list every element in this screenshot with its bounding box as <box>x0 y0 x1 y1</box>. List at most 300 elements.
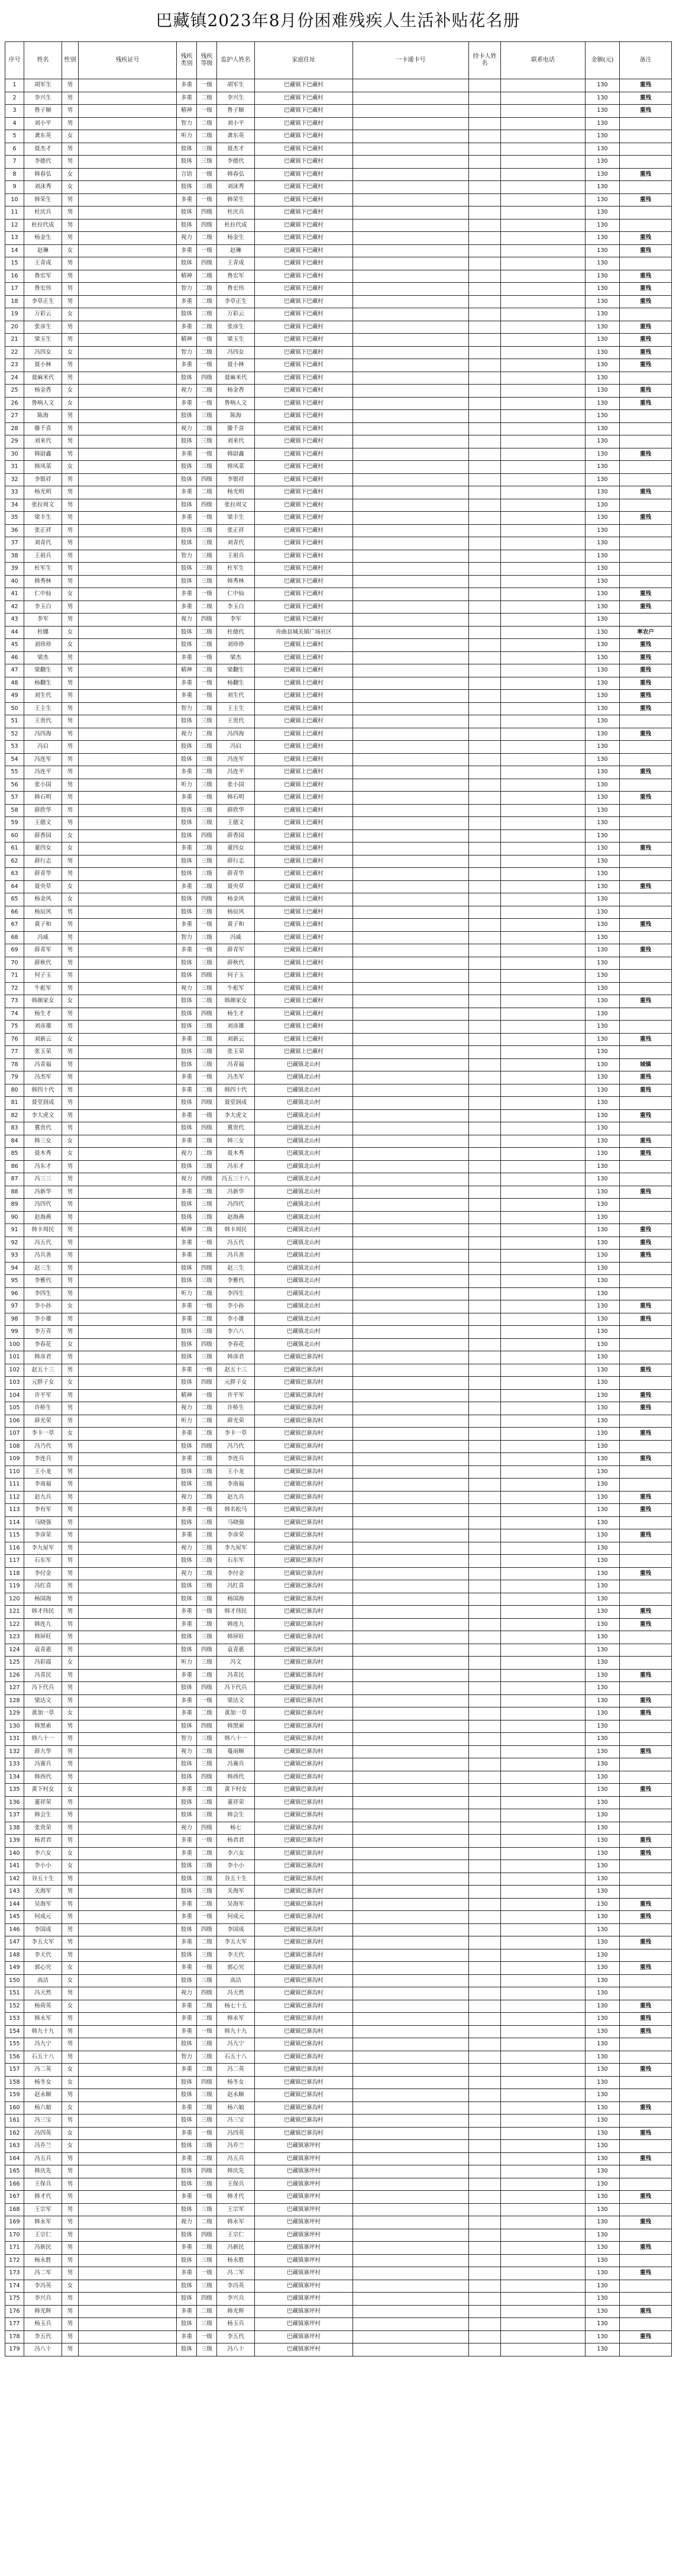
seq-cell: 35 <box>5 512 24 525</box>
seq-cell: 161 <box>5 2115 24 2128</box>
phone-cell <box>501 1338 586 1351</box>
category-cell: 多重 <box>177 1237 197 1250</box>
remark-cell: 重残 <box>620 842 672 856</box>
amount-cell: 130 <box>586 524 620 537</box>
guardian-cell: 王保兵 <box>217 2178 255 2191</box>
cert-no-cell <box>79 804 177 817</box>
amount-cell: 130 <box>586 346 620 359</box>
gender-cell: 男 <box>62 690 79 703</box>
card-holder-cell <box>469 461 501 474</box>
remark-cell <box>620 1720 672 1733</box>
card-no-cell <box>353 1987 469 2000</box>
address-cell: 巴藏镇上巴藏村 <box>255 1033 353 1046</box>
gender-cell: 男 <box>62 156 79 169</box>
seq-cell: 121 <box>5 1606 24 1619</box>
grade-cell: 二级 <box>197 295 217 308</box>
gender-cell: 男 <box>62 295 79 308</box>
grade-cell: 三级 <box>197 1160 217 1173</box>
card-no-cell <box>353 1262 469 1275</box>
seq-cell: 175 <box>5 2293 24 2306</box>
name-cell: 薛欣华 <box>24 804 62 817</box>
guardian-cell: 冯赛兵 <box>217 1758 255 1771</box>
name-cell: 高洁 <box>24 1974 62 1987</box>
amount-cell: 130 <box>586 1428 620 1441</box>
phone-cell <box>501 1479 586 1492</box>
guardian-cell: 李彦荣 <box>217 1529 255 1542</box>
card-no-cell <box>353 664 469 677</box>
cert-no-cell <box>79 1822 177 1835</box>
name-cell: 韩连九 <box>24 1618 62 1631</box>
table-row <box>5 1237 672 1250</box>
amount-cell: 130 <box>586 1377 620 1390</box>
category-cell: 精神 <box>177 1224 197 1237</box>
cert-no-cell <box>79 2280 177 2293</box>
address-cell: 巴藏镇下巴藏村 <box>255 308 353 321</box>
remark-cell <box>620 1275 672 1288</box>
table-row <box>5 1046 672 1059</box>
address-cell: 巴藏镇巴寨沟村 <box>255 1974 353 1987</box>
category-cell: 多重 <box>177 944 197 957</box>
category-cell: 智力 <box>177 283 197 296</box>
gender-cell: 男 <box>62 283 79 296</box>
grade-cell: 二级 <box>197 1287 217 1300</box>
grade-cell: 三级 <box>197 1886 217 1899</box>
phone-cell <box>501 2152 586 2165</box>
remark-cell: 重残 <box>620 792 672 805</box>
card-no-cell <box>353 804 469 817</box>
name-cell: 鲁响人文 <box>24 397 62 410</box>
amount-cell: 130 <box>586 1313 620 1326</box>
card-holder-cell <box>469 601 501 614</box>
cert-no-cell <box>79 422 177 435</box>
card-no-cell <box>353 817 469 830</box>
grade-cell: 一级 <box>197 79 217 92</box>
phone-cell <box>501 1555 586 1568</box>
gender-cell: 男 <box>62 410 79 423</box>
seq-cell: 124 <box>5 1644 24 1657</box>
gender-cell: 男 <box>62 1516 79 1529</box>
phone-cell <box>501 2102 586 2115</box>
address-cell: 巴藏镇下巴藏村 <box>255 473 353 486</box>
amount-cell: 130 <box>586 1860 620 1873</box>
amount-cell: 130 <box>586 982 620 995</box>
cert-no-cell <box>79 1949 177 1962</box>
amount-cell: 130 <box>586 1033 620 1046</box>
cert-no-cell <box>79 499 177 512</box>
phone-cell <box>501 1784 586 1797</box>
card-no-cell <box>353 792 469 805</box>
card-no-cell <box>353 1275 469 1288</box>
seq-cell: 18 <box>5 295 24 308</box>
phone-cell <box>501 1173 586 1186</box>
seq-cell: 56 <box>5 779 24 792</box>
phone-cell <box>501 1618 586 1631</box>
name-cell: 韩彦君 <box>24 1351 62 1364</box>
card-no-cell <box>353 1097 469 1110</box>
phone-cell <box>501 1707 586 1720</box>
guardian-cell: 牛彪军 <box>217 982 255 995</box>
table-row <box>5 512 672 525</box>
cert-no-cell <box>79 1377 177 1390</box>
grade-cell: 四级 <box>197 970 217 983</box>
remark-cell <box>620 435 672 448</box>
remark-cell: 重残 <box>620 168 672 181</box>
phone-cell <box>501 1326 586 1339</box>
amount-cell: 130 <box>586 1631 620 1644</box>
seq-cell: 10 <box>5 193 24 206</box>
grade-cell: 二级 <box>197 1415 217 1428</box>
table-row <box>5 2305 672 2318</box>
card-no-cell <box>353 2127 469 2140</box>
guardian-cell: 李军 <box>217 614 255 627</box>
seq-cell: 179 <box>5 2343 24 2357</box>
address-cell: 巴藏镇下巴藏村 <box>255 372 353 385</box>
table-row <box>5 1084 672 1097</box>
card-holder-cell <box>469 499 501 512</box>
category-cell: 多重 <box>177 2242 197 2255</box>
guardian-cell: 聂堂润成 <box>217 1097 255 1110</box>
grade-cell: 三级 <box>197 1555 217 1568</box>
amount-cell: 130 <box>586 372 620 385</box>
amount-cell: 130 <box>586 995 620 1008</box>
guardian-cell: 韩卡周民 <box>217 1224 255 1237</box>
grade-cell: 三级 <box>197 1275 217 1288</box>
grade-cell: 三级 <box>197 550 217 563</box>
card-holder-cell <box>469 2089 501 2102</box>
address-cell: 巴藏镇上巴藏村 <box>255 792 353 805</box>
table-row <box>5 1351 672 1364</box>
cert-no-cell <box>79 880 177 893</box>
address-cell: 巴藏镇巴寨沟村 <box>255 1745 353 1758</box>
card-holder-cell <box>469 741 501 754</box>
grade-cell: 二级 <box>197 422 217 435</box>
address-cell: 巴藏镇北山村 <box>255 1338 353 1351</box>
seq-cell: 166 <box>5 2178 24 2191</box>
category-cell: 视力 <box>177 728 197 741</box>
address-cell: 巴藏镇北山村 <box>255 1097 353 1110</box>
gender-cell: 女 <box>62 1974 79 1987</box>
cert-no-cell <box>79 1262 177 1275</box>
name-cell: 韩九十九 <box>24 2025 62 2038</box>
table-row <box>5 1326 672 1339</box>
card-holder-cell <box>469 1402 501 1415</box>
address-cell: 巴藏镇北山村 <box>255 1250 353 1263</box>
card-holder-cell <box>469 690 501 703</box>
card-no-cell <box>353 257 469 270</box>
gender-cell: 女 <box>62 1657 79 1670</box>
seq-cell: 176 <box>5 2305 24 2318</box>
category-cell: 肢体 <box>177 308 197 321</box>
name-cell: 关海军 <box>24 1886 62 1899</box>
address-cell: 巴藏镇巴寨沟村 <box>255 1606 353 1619</box>
address-cell: 巴藏镇北山村 <box>255 1071 353 1084</box>
remark-cell <box>620 410 672 423</box>
remark-cell <box>620 499 672 512</box>
address-cell: 巴藏镇巴寨沟村 <box>255 1593 353 1606</box>
gender-cell: 男 <box>62 728 79 741</box>
guardian-cell: 杜庆兵 <box>217 206 255 219</box>
gender-cell: 男 <box>62 563 79 576</box>
amount-cell: 130 <box>586 1287 620 1300</box>
grade-cell: 二级 <box>197 92 217 105</box>
remark-cell: 城镇 <box>620 1058 672 1071</box>
name-cell: 薛秋代 <box>24 957 62 970</box>
card-no-cell <box>353 588 469 601</box>
remark-cell <box>620 2038 672 2051</box>
gender-cell: 男 <box>62 2242 79 2255</box>
cert-no-cell <box>79 1097 177 1110</box>
cert-no-cell <box>79 461 177 474</box>
guardian-cell: 黄子和 <box>217 919 255 932</box>
card-holder-cell <box>469 1173 501 1186</box>
name-cell: 刘新云 <box>24 1033 62 1046</box>
category-cell: 肢体 <box>177 1796 197 1809</box>
cert-no-cell <box>79 2267 177 2280</box>
card-holder-cell <box>469 1771 501 1784</box>
name-cell: 薛青华 <box>24 868 62 881</box>
table-row <box>5 1529 672 1542</box>
seq-cell: 46 <box>5 651 24 664</box>
seq-cell: 67 <box>5 919 24 932</box>
amount-cell: 130 <box>586 1923 620 1936</box>
phone-cell <box>501 1847 586 1860</box>
gender-cell: 男 <box>62 1580 79 1593</box>
address-cell: 巴藏镇寨坪村 <box>255 2191 353 2204</box>
cert-no-cell <box>79 1860 177 1873</box>
card-no-cell <box>353 1504 469 1517</box>
card-holder-cell <box>469 1618 501 1631</box>
card-holder-cell <box>469 1758 501 1771</box>
guardian-cell: 韩石明 <box>217 792 255 805</box>
phone-cell <box>501 1351 586 1364</box>
guardian-cell: 韩永军 <box>217 2013 255 2026</box>
card-holder-cell <box>469 563 501 576</box>
address-cell: 巴藏镇寨坪村 <box>255 2305 353 2318</box>
card-no-cell <box>353 601 469 614</box>
card-holder-cell <box>469 677 501 690</box>
address-cell: 巴藏镇巴寨沟村 <box>255 2013 353 2026</box>
gender-cell: 男 <box>62 2216 79 2229</box>
remark-cell: 重残 <box>620 677 672 690</box>
card-holder-cell <box>469 2254 501 2267</box>
amount-cell: 130 <box>586 842 620 856</box>
name-cell: 李草正生 <box>24 295 62 308</box>
grade-cell: 二级 <box>197 1847 217 1860</box>
name-cell: 李南福 <box>24 1479 62 1492</box>
guardian-cell: 王德文 <box>217 817 255 830</box>
phone-cell <box>501 842 586 856</box>
card-no-cell <box>353 1173 469 1186</box>
name-cell: 赵九兵 <box>24 1491 62 1504</box>
category-cell: 肢体 <box>177 1338 197 1351</box>
gender-cell: 男 <box>62 1886 79 1899</box>
category-cell: 多重 <box>177 1084 197 1097</box>
amount-cell: 130 <box>586 232 620 245</box>
card-holder-cell <box>469 181 501 194</box>
grade-cell: 二级 <box>197 1250 217 1263</box>
category-cell: 多重 <box>177 1135 197 1148</box>
remark-cell: 重残 <box>620 1135 672 1148</box>
document-title: 巴藏镇2023年8月份困难残疾人生活补贴花名册 <box>156 11 520 30</box>
amount-cell: 130 <box>586 2115 620 2128</box>
category-cell: 视力 <box>177 1542 197 1555</box>
address-cell: 巴藏镇上巴藏村 <box>255 1046 353 1059</box>
remark-cell: 重残 <box>620 664 672 677</box>
guardian-cell: 张拉周文 <box>217 499 255 512</box>
grade-cell: 一级 <box>197 944 217 957</box>
guardian-cell: 鲁宏伟 <box>217 283 255 296</box>
guardian-cell: 李九屋军 <box>217 1542 255 1555</box>
name-cell: 冯下代兵 <box>24 1682 62 1695</box>
remark-cell <box>620 1542 672 1555</box>
phone-cell <box>501 181 586 194</box>
cert-no-cell <box>79 1809 177 1822</box>
grade-cell: 四级 <box>197 2229 217 2242</box>
card-holder-cell <box>469 1058 501 1071</box>
name-cell: 李国成 <box>24 1923 62 1936</box>
amount-cell: 130 <box>586 2293 620 2306</box>
category-cell: 肢体 <box>177 1479 197 1492</box>
grade-cell: 四级 <box>197 1682 217 1695</box>
gender-cell: 女 <box>62 308 79 321</box>
category-cell: 肢体 <box>177 1555 197 1568</box>
cert-no-cell <box>79 321 177 334</box>
card-no-cell <box>353 1860 469 1873</box>
guardian-cell: 李五大军 <box>217 1936 255 1949</box>
grade-cell: 三级 <box>197 1657 217 1670</box>
card-holder-cell <box>469 919 501 932</box>
card-holder-cell <box>469 486 501 499</box>
gender-cell: 男 <box>62 1923 79 1936</box>
seq-cell: 159 <box>5 2089 24 2102</box>
address-cell: 巴藏镇下巴藏村 <box>255 283 353 296</box>
col-name-header: 姓名 <box>24 42 62 79</box>
amount-cell: 130 <box>586 2267 620 2280</box>
category-cell: 肢体 <box>177 2165 197 2178</box>
grade-cell: 二级 <box>197 1428 217 1441</box>
grade-cell: 三级 <box>197 817 217 830</box>
address-cell: 巴藏镇北山村 <box>255 1058 353 1071</box>
card-no-cell <box>353 1720 469 1733</box>
card-holder-cell <box>469 651 501 664</box>
gender-cell: 男 <box>62 1071 79 1084</box>
category-cell: 多重 <box>177 1835 197 1848</box>
name-cell: 李小孙 <box>24 1300 62 1313</box>
grade-cell: 四级 <box>197 893 217 906</box>
grade-cell: 三级 <box>197 1631 217 1644</box>
address-cell: 巴藏镇巴寨沟村 <box>255 1479 353 1492</box>
seq-cell: 21 <box>5 334 24 347</box>
cert-no-cell <box>79 1911 177 1924</box>
grade-cell: 一级 <box>197 1606 217 1619</box>
amount-cell: 130 <box>586 550 620 563</box>
gender-cell: 女 <box>62 2140 79 2153</box>
table-row <box>5 2178 672 2191</box>
remark-cell: 重残 <box>620 766 672 779</box>
guardian-cell: 李银祥 <box>217 473 255 486</box>
guardian-cell: 韩三女 <box>217 1135 255 1148</box>
table-row <box>5 1186 672 1199</box>
amount-cell: 130 <box>586 206 620 219</box>
table-row <box>5 2025 672 2038</box>
grade-cell: 三级 <box>197 2038 217 2051</box>
address-cell: 巴藏镇巴寨沟村 <box>255 1733 353 1746</box>
amount-cell: 130 <box>586 1873 620 1886</box>
phone-cell <box>501 651 586 664</box>
name-cell: 吴海军 <box>24 1898 62 1911</box>
gender-cell: 男 <box>62 868 79 881</box>
amount-cell: 130 <box>586 2330 620 2343</box>
grade-cell: 四级 <box>197 1097 217 1110</box>
address-cell: 巴藏镇巴寨沟村 <box>255 1720 353 1733</box>
grade-cell: 三级 <box>197 1516 217 1529</box>
category-cell: 多重 <box>177 677 197 690</box>
card-no-cell <box>353 1835 469 1848</box>
card-no-cell <box>353 855 469 868</box>
amount-cell: 130 <box>586 2102 620 2115</box>
card-holder-cell <box>469 1262 501 1275</box>
card-no-cell <box>353 1135 469 1148</box>
address-cell: 巴藏镇巴寨沟村 <box>255 1669 353 1682</box>
amount-cell: 130 <box>586 1351 620 1364</box>
name-cell: 杨国海 <box>24 1593 62 1606</box>
table-row <box>5 1250 672 1263</box>
gender-cell: 女 <box>62 829 79 842</box>
remark-cell <box>620 1593 672 1606</box>
guardian-cell: 薛青军 <box>217 944 255 957</box>
card-holder-cell <box>469 1428 501 1441</box>
phone-cell <box>501 499 586 512</box>
grade-cell: 二级 <box>197 1186 217 1199</box>
remark-cell <box>620 143 672 156</box>
card-no-cell <box>353 2343 469 2357</box>
phone-cell <box>501 1186 586 1199</box>
col-remark-header: 备注 <box>620 42 672 79</box>
category-cell: 肢体 <box>177 537 197 550</box>
guardian-cell: 王宗军 <box>217 2203 255 2216</box>
remark-cell <box>620 1949 672 1962</box>
table-row <box>5 1745 672 1758</box>
table-row <box>5 130 672 143</box>
category-cell: 肢体 <box>177 2115 197 2128</box>
remark-cell: 重残 <box>620 1847 672 1860</box>
card-no-cell <box>353 2152 469 2165</box>
amount-cell: 130 <box>586 1504 620 1517</box>
card-no-cell <box>353 1415 469 1428</box>
card-holder-cell <box>469 880 501 893</box>
cert-no-cell <box>79 1542 177 1555</box>
phone-cell <box>501 512 586 525</box>
table-row <box>5 1923 672 1936</box>
card-no-cell <box>353 639 469 652</box>
grade-cell: 三级 <box>197 804 217 817</box>
seq-cell: 145 <box>5 1911 24 1924</box>
category-cell: 多重 <box>177 1313 197 1326</box>
seq-cell: 26 <box>5 397 24 410</box>
phone-cell <box>501 1822 586 1835</box>
seq-cell: 115 <box>5 1529 24 1542</box>
remark-cell: 重残 <box>620 2152 672 2165</box>
guardian-cell: 刘彦雄 <box>217 1021 255 1034</box>
gender-cell: 女 <box>62 1148 79 1161</box>
cert-no-cell <box>79 906 177 919</box>
address-cell: 巴藏镇下巴藏村 <box>255 410 353 423</box>
card-no-cell <box>353 219 469 232</box>
guardian-cell: 刘生代 <box>217 690 255 703</box>
card-no-cell <box>353 919 469 932</box>
seq-cell: 158 <box>5 2076 24 2089</box>
remark-cell: 重残 <box>620 1835 672 1848</box>
